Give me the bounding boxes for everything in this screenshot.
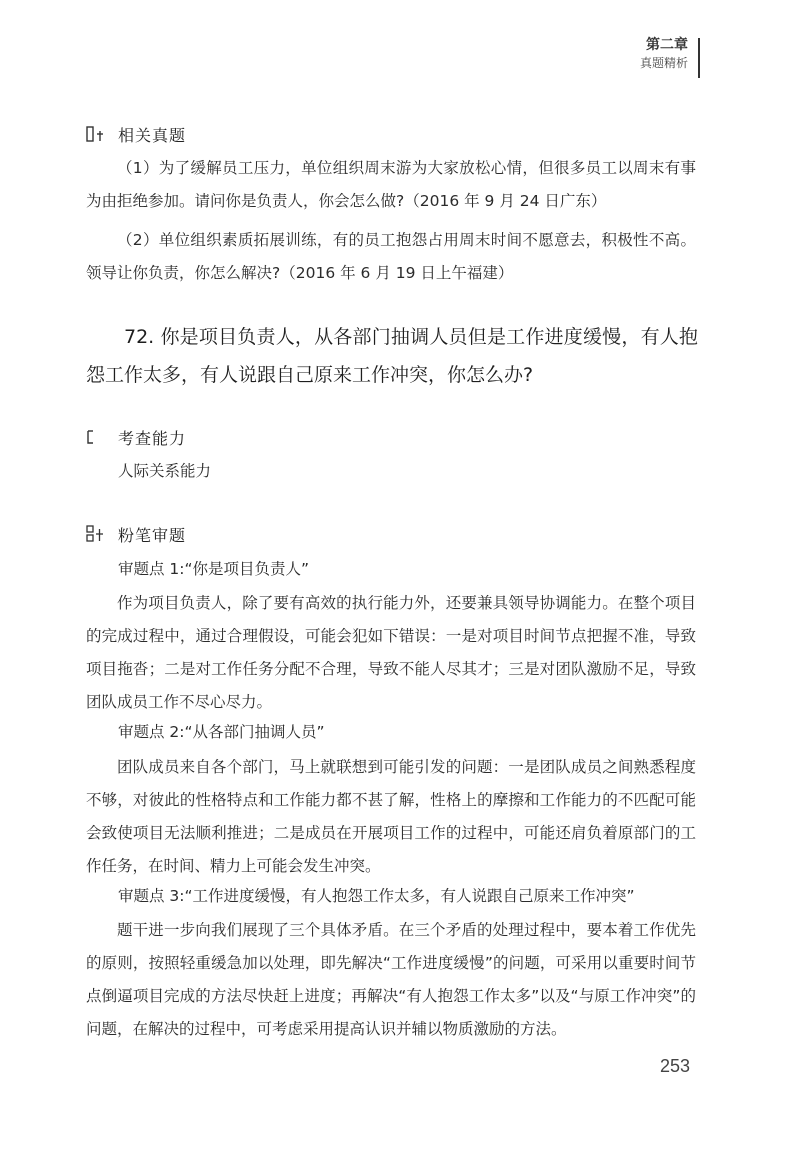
running-header [640, 36, 688, 71]
section-related [86, 122, 186, 146]
section-related-heading: 相关真题 [118, 125, 187, 145]
analysis-point-1-text: 作为项目负责人，除了要有高效的执行能力外，还要兼具领导协调能力。在整个项目的完成过程中，通过合理假设，可能会犯如下错误：一是对项目时间节点把握不准，导致项目拖沓；二是对工作任务分配不合理，导致不能人尽其才；三是对团队激励不足，导致团队成员工作不尽心尽力。 [86, 594, 696, 711]
analysis-point-3-label: 审题点 3:“工作进度缓慢，有人抱怨工作太多，有人说跟自己原来工作冲突” [118, 887, 635, 905]
section-ability-heading: 考查能力 [118, 428, 187, 448]
related-exam-icon [86, 125, 104, 143]
ability-icon [86, 428, 104, 446]
ability-value: 人际关系能力 [118, 462, 212, 480]
analysis-point-2-text: 团队成员来自各个部门，马上就联想到可能引发的问题：一是团队成员之间熟悉程度不够，对彼此的性格特点和工作能力都不甚了解，性格上的摩擦和工作能力的不匹配可能会致使项目无法顺利推进；二是成员在开展项目工作的过程中，可能还肩负着原部门的工作任务，在时间、精力上可能会发生冲突。 [86, 758, 696, 875]
chapter-title: 第二章 [646, 37, 688, 53]
chapter-subtitle: 真题精析 [639, 55, 688, 70]
question-72: 72. 你是项目负责人，从各部门抽调人员但是工作进度缓慢，有人抱怨工作太多，有人说跟自己原来工作冲突，你怎么办? [86, 326, 698, 386]
section-ability [86, 425, 186, 449]
section-analysis-heading: 粉笔审题 [118, 525, 187, 545]
page-number: 253 [659, 1056, 690, 1076]
related-item-2: （2）单位组织素质拓展训练，有的员工抱怨占用周末时间不愿意去，积极性不高。领导让你负责，你怎么解决?（2016 年 6 月 19 日上午福建） [86, 231, 696, 282]
analysis-point-3-text: 题干进一步向我们展现了三个具体矛盾。在三个矛盾的处理过程中，要本着工作优先的原则，按照轻重缓急加以处理，即先解决“工作进度缓慢”的问题，可采用以重要时间节点倒逼项目完成的方法尽快赶上进度；再解决“有人抱怨工作太多”以及“与原工作冲突”的问题，在解决的过程中，可考虑采用提高认识并辅以物质激励的方法。 [86, 921, 696, 1038]
header-divider [698, 38, 700, 78]
analysis-icon [86, 525, 104, 543]
section-analysis [86, 522, 186, 546]
related-item-1: （1）为了缓解员工压力，单位组织周末游为大家放松心情，但很多员工以周末有事为由拒绝参加。请问你是负责人，你会怎么做?（2016 年 9 月 24 日广东） [86, 159, 696, 210]
analysis-point-1-label: 审题点 1:“你是项目负责人” [118, 560, 310, 578]
analysis-point-2-label: 审题点 2:“从各部门抽调人员” [118, 723, 325, 741]
